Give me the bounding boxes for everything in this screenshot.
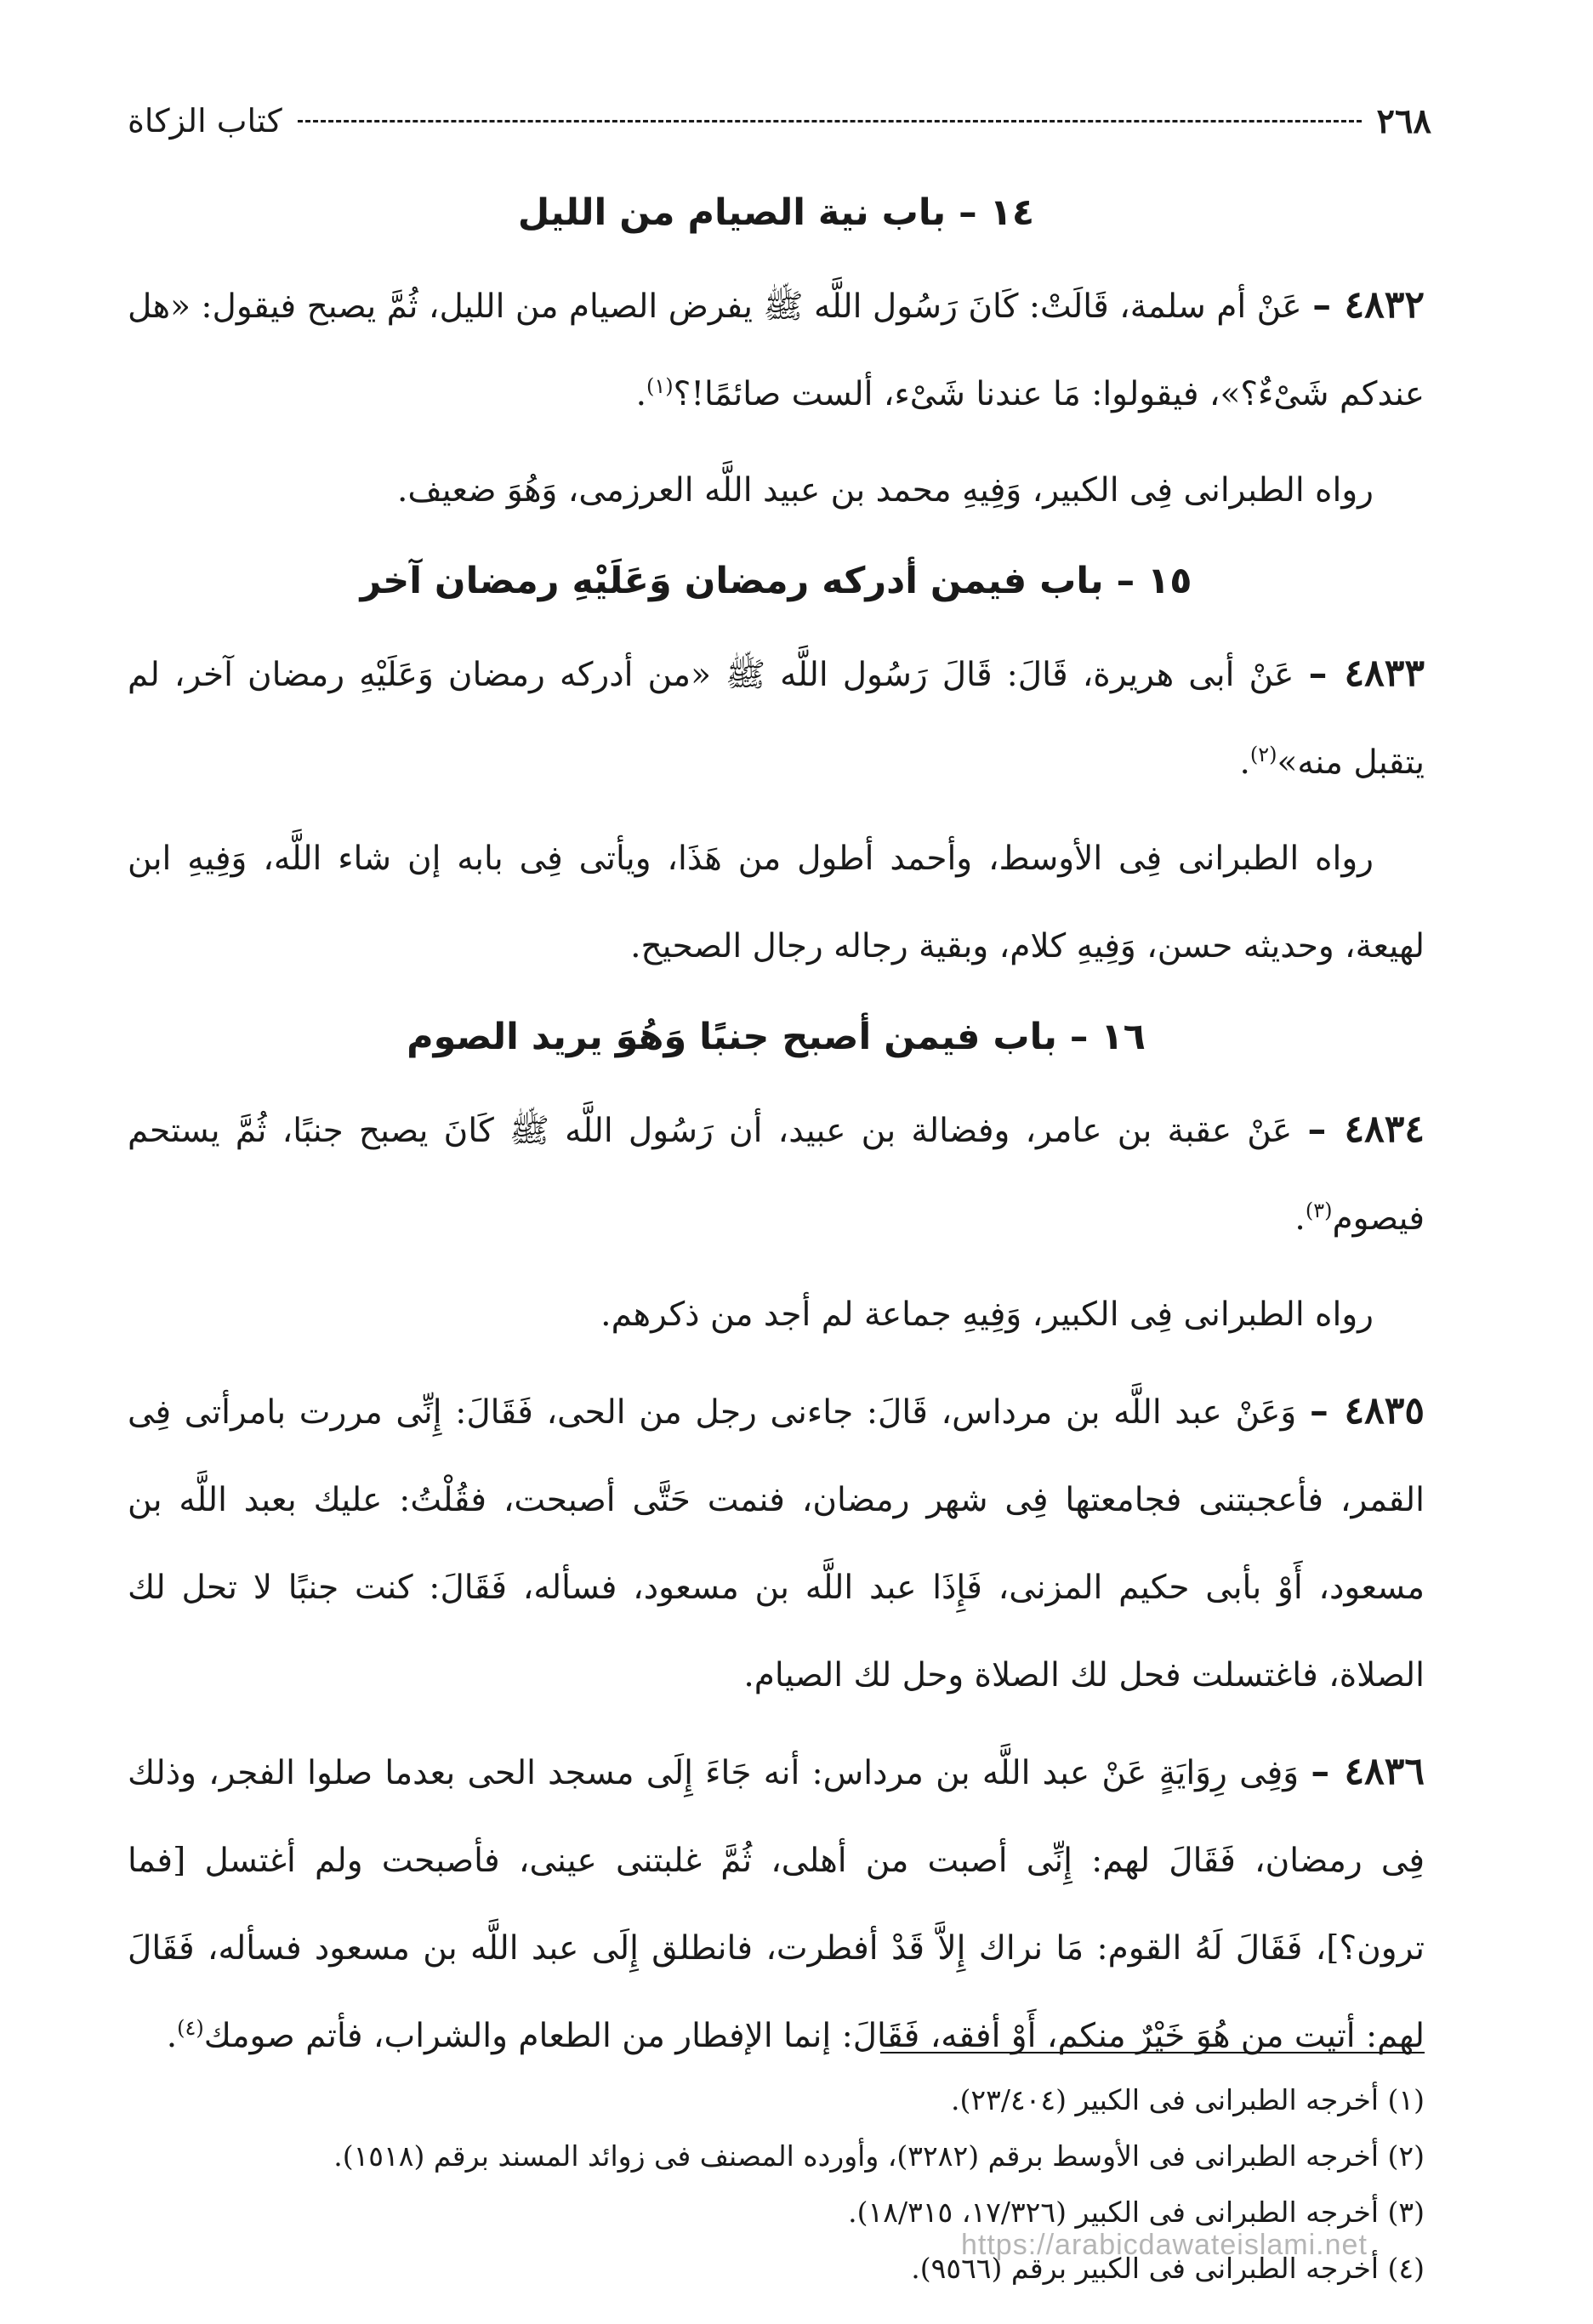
hadith-entry <box>128 1367 1425 1719</box>
footnote: (١) أخرجه الطبرانى فى الكبير (٢٣/٤٠٤). <box>951 2083 1425 2116</box>
footnote: (٢) أخرجه الطبرانى فى الأوسط برقم (٣٢٨٢)، وأورده المصنف فى زوائد المسند برقم (١٥١٨). <box>333 2139 1425 2173</box>
hadith-text: عَنْ أبى هريرة، قَالَ: قَالَ رَسُول اللَّه ﷺ «من أدركه رمضان وَعَلَيْهِ رمضان آخر، لم يتقبل منه» <box>128 656 1425 782</box>
hadith-number: ٤٨٣٤ – <box>1307 1108 1425 1151</box>
main-text <box>128 166 1425 2088</box>
narration-note: رواه الطبرانى فِى الأوسط، وأحمد أطول من هَذَا، ويأتى فِى بابه إن شاء اللَّه، وَفِيهِ ابن لهيعة، وحديثه حسن، وَفِيهِ كلام، وبقية رجاله رجال الصحيح. <box>128 840 1425 965</box>
header-dashed-rule <box>298 120 1362 122</box>
hadith-number: ٤٨٣٣ – <box>1308 652 1425 695</box>
hadith-number: ٤٨٣٥ – <box>1309 1389 1425 1433</box>
footnote-divider <box>880 2052 1425 2053</box>
narration-note: رواه الطبرانى فِى الكبير، وَفِيهِ محمد بن عبيد اللَّه العرزمى، وَهُوَ ضعيف. <box>396 471 1374 510</box>
hadith-entry <box>128 629 1425 806</box>
page-number: ٢٦٨ <box>1376 100 1431 141</box>
chapter-heading: ١٥ – باب فيمن أدركه رمضان وَعَلَيْهِ رمضان آخر <box>360 560 1192 602</box>
chapter-heading: ١٤ – باب نية الصيام من الليل <box>517 191 1035 234</box>
footnote: (٣) أخرجه الطبرانى فى الكبير (١٧/٣٢٦، ١٨/٣١٥). <box>848 2196 1425 2229</box>
hadith-entry <box>128 1728 1425 2080</box>
hadith-end: . <box>1239 743 1250 782</box>
book-title: كتاب الزكاة <box>128 102 282 140</box>
hadith-text: عَنْ أم سلمة، قَالَتْ: كَانَ رَسُول اللَّه ﷺ يفرض الصيام من الليل، ثُمَّ يصبح فيقول: «هل عندكم شَىْءٌ؟»، فيقولوا: مَا عندنا شَىْء، ألست صائمًا!؟ <box>128 288 1425 413</box>
footnote-ref[interactable]: (١) <box>646 374 674 398</box>
watermark-url: https://arabicdawateislami.net <box>961 2229 1368 2261</box>
narration-note: رواه الطبرانى فِى الكبير، وَفِيهِ جماعة لم أجد من ذكرهم. <box>600 1296 1374 1334</box>
hadith-entry <box>128 1085 1425 1262</box>
chapter-heading: ١٦ – باب فيمن أصبح جنبًا وَهُوَ يريد الصوم <box>407 1016 1146 1058</box>
hadith-end: . <box>1294 1199 1306 1238</box>
running-header <box>128 95 1431 146</box>
hadith-text: وَفِى رِوَايَةٍ عَنْ عبد اللَّه بن مرداس: أنه جَاءَ إِلَى مسجد الحى بعدما صلوا الفجر، وذلك فِى رمضان، فَقَالَ لهم: إِنِّى أصبت من أهلى، ثُمَّ غلبتنى عينى، فأصبحت ولم أغتسل [فما ترون؟]، فَقَالَ لَهُ القوم: مَا نراك إِلاَّ قَدْ أفطرت، فانطلق إِلَى عبد اللَّه بن مسعود فسأله، فَقَالَ لهم: أتيت من هُوَ خَيْرٌ منكم، أَوْ أفقه، فَقَالَ: إنما الإفطار من الطعام والشراب، فأتم صومك <box>128 1754 1425 2055</box>
footnote: (٤) أخرجه الطبرانى فى الكبير برقم (٩٥٦٦). <box>911 2252 1425 2285</box>
hadith-end: . <box>635 375 646 413</box>
footnote-ref[interactable]: (٤) <box>177 2016 204 2040</box>
hadith-number: ٤٨٣٢ – <box>1312 283 1425 327</box>
hadith-entry <box>128 261 1425 438</box>
hadith-end: . <box>166 2017 178 2055</box>
hadith-text: وَعَنْ عبد اللَّه بن مرداس، قَالَ: جاءنى رجل من الحى، فَقَالَ: إِنِّى مررت بامرأتى فِى القمر، فأعجبتنى فجامعتها فِى شهر رمضان، فنمت حَتَّى أصبحت، فقُلْتُ: عليك بعبد اللَّه بن مسعود، أَوْ بأبى حكيم المزنى، فَإِذَا عبد اللَّه بن مسعود، فسأله، فَقَالَ: كنت جنبًا لا تحل لك الصلاة، فاغتسلت فحل لك الصلاة وحل لك الصيام. <box>128 1393 1425 1695</box>
footnote-ref[interactable]: (٢) <box>1249 743 1277 766</box>
hadith-number: ٤٨٣٦ – <box>1311 1750 1425 1793</box>
hadith-text: عَنْ عقبة بن عامر، وفضالة بن عبيد، أن رَسُول اللَّه ﷺ كَانَ يصبح جنبًا، ثُمَّ يستحم فيصوم <box>128 1112 1425 1238</box>
footnote-ref[interactable]: (٣) <box>1305 1199 1333 1222</box>
